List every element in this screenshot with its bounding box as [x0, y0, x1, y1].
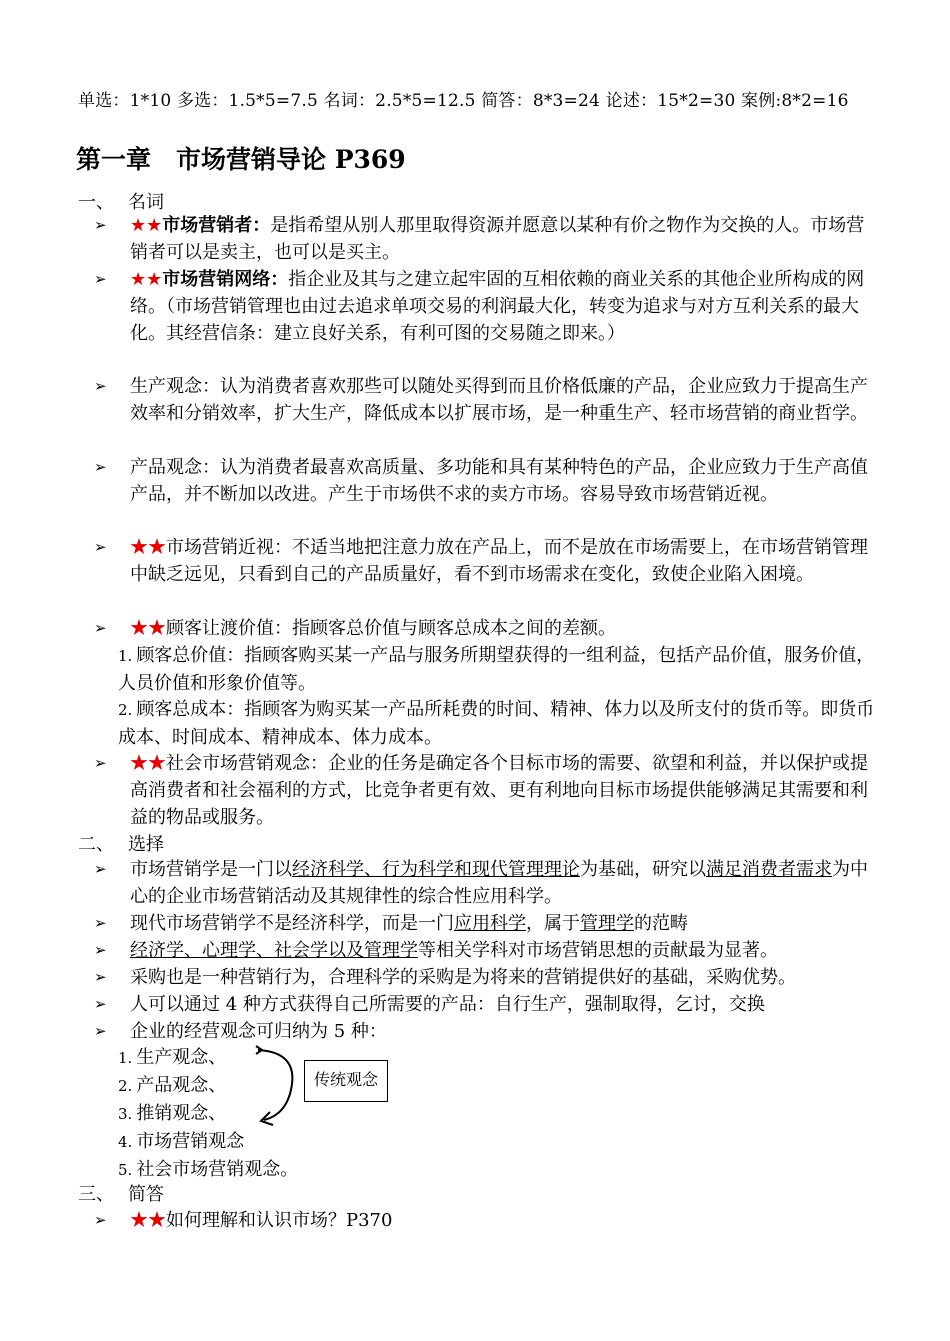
list-number: 2.	[118, 701, 133, 719]
term-definition: 是指希望从别人那里取得资源并愿意以某种有价之物作为交换的人。市场营销者可以是卖主，也可以是买主。	[130, 215, 865, 263]
section-heading-choices	[78, 830, 164, 856]
text-run: 等相关学科对市场营销思想的贡献最为显著。	[418, 940, 778, 961]
bullet-arrow-icon: ➢	[94, 1211, 107, 1229]
list-number: 4.	[118, 1133, 133, 1151]
section-number: 三、	[78, 1184, 114, 1205]
question-text: 如何理解和认识市场？P370	[166, 1210, 393, 1231]
sub-item-text: 顾客总价值：指顾客购买某一产品与服务所期望获得的一组利益，包括产品价值，服务价值，人员价值和形象价值等。	[118, 645, 875, 694]
bullet-arrow-icon: ➢	[94, 860, 107, 878]
term-label: 市场营销者：	[162, 215, 271, 236]
choice-item-four-ways: 人可以通过 4 种方式获得自己所需要的产品：自行生产，强制取得，乞讨，交换	[130, 994, 765, 1015]
bullet-arrow-icon: ➢	[94, 270, 107, 288]
star-icon: ★★	[130, 1210, 166, 1231]
choice-item-five-concepts: 企业的经营观念可归纳为 5 种：	[130, 1021, 387, 1042]
star-icon: ★★	[130, 269, 163, 290]
star-icon: ★★	[130, 537, 166, 558]
bullet-arrow-icon: ➢	[94, 941, 107, 959]
bullet-arrow-icon: ➢	[94, 377, 107, 395]
choice-item-procurement: 采购也是一种营销行为，合理科学的采购是为将来的营销提供好的基础，采购优势。	[130, 967, 796, 988]
list-item-label: 产品观念、	[136, 1075, 227, 1096]
bullet-arrow-icon: ➢	[94, 619, 107, 637]
list-number: 5.	[118, 1161, 133, 1179]
star-icon: ★★	[130, 753, 166, 774]
list-item	[118, 1128, 298, 1156]
short-answer-question	[130, 1207, 878, 1234]
sub-item-total-customer-value	[118, 642, 892, 697]
choice-item-disciplines	[130, 937, 878, 964]
text-run: 为基础，研究以	[580, 859, 706, 880]
list-number: 1.	[118, 1049, 133, 1067]
list-number: 1.	[118, 647, 133, 665]
text-run: 现代市场营销学不是经济科学，而是一门	[130, 913, 454, 934]
term-marketer	[130, 212, 878, 266]
term-definition: 社会市场营销观念：企业的任务是确定各个目标市场的需要、欲望和利益，并以保护或提高消费者和社会福利的方式，比竞争者更有效、更有利地向目标市场提供能够满足其需要和利益的物品或服务。	[130, 753, 868, 828]
section-number: 二、	[78, 834, 114, 855]
list-item-label: 市场营销观念	[136, 1131, 245, 1152]
curved-arrow-icon	[248, 1044, 300, 1130]
chapter-title: 第一章 市场营销导论 P369	[76, 145, 406, 174]
sub-item-text: 顾客总成本：指顾客为购买某一产品所耗费的时间、精神、体力以及所支付的货币等。即货币成本、时间成本、精神成本、体力成本。	[118, 699, 875, 748]
underlined-text: 经济科学、行为科学和现代管理理论	[292, 859, 580, 880]
section-title: 选择	[128, 834, 164, 855]
choice-item-applied-science	[130, 910, 878, 937]
bullet-arrow-icon: ➢	[94, 216, 107, 234]
term-marketing-myopia	[130, 534, 878, 588]
list-number: 2.	[118, 1077, 133, 1095]
list-item-label: 推销观念、	[136, 1103, 227, 1124]
term-societal-marketing	[130, 750, 878, 831]
term-customer-delivered-value	[130, 615, 878, 642]
bullet-arrow-icon: ➢	[94, 968, 107, 986]
section-heading-short-answer	[78, 1180, 164, 1206]
traditional-concepts-box: 传统观念	[304, 1060, 388, 1102]
bullet-arrow-icon: ➢	[94, 538, 107, 556]
bullet-arrow-icon: ➢	[94, 995, 107, 1013]
term-marketing-network	[130, 266, 878, 347]
underlined-text: 满足消费者需求	[706, 859, 832, 880]
text-run: 为中心的企业市场营销活动及其规律性的综合性应用科学。	[130, 859, 868, 907]
section-heading-terms	[78, 188, 164, 214]
score-distribution: 单选：1*10 多选：1.5*5=7.5 名词：2.5*5=12.5 简答：8*3=24 论述：15*2=30 案例:8*2=16	[78, 91, 849, 111]
term-production-concept: 生产观念：认为消费者喜欢那些可以随处买得到而且价格低廉的产品，企业应致力于提高生产效率和分销效率，扩大生产，降低成本以扩展市场，是一种重生产、轻市场营销的商业哲学。	[130, 376, 868, 424]
list-item-label: 社会市场营销观念。	[136, 1159, 299, 1180]
sub-item-total-customer-cost	[118, 696, 892, 751]
section-number: 一、	[78, 192, 114, 213]
underlined-text: 应用科学	[454, 913, 526, 934]
choice-item-definition	[130, 856, 878, 910]
term-definition: 顾客让渡价值：指顾客总价值与顾客总成本之间的差额。	[166, 618, 616, 639]
term-definition: 指企业及其与之建立起牢固的互相依赖的商业关系的其他企业所构成的网络。（市场营销管理也由过去追求单项交易的利润最大化，转变为追求与对方互利关系的最大化。其经营信条：建立良好关系，有利可图的交易随之即来。）	[130, 269, 865, 344]
text-run: ，属于	[526, 913, 580, 934]
underlined-text: 管理学	[580, 913, 634, 934]
bullet-arrow-icon: ➢	[94, 754, 107, 772]
underlined-text: 经济学、心理学、社会学以及管理学	[130, 940, 418, 961]
star-icon: ★★	[130, 618, 166, 639]
list-number: 3.	[118, 1105, 133, 1123]
text-run: 的范畴	[634, 913, 688, 934]
star-icon: ★★	[130, 215, 163, 236]
section-title: 名词	[128, 192, 164, 213]
term-label: 市场营销网络：	[162, 269, 289, 290]
bullet-arrow-icon: ➢	[94, 458, 107, 476]
bullet-arrow-icon: ➢	[94, 1022, 107, 1040]
term-product-concept: 产品观念：认为消费者最喜欢高质量、多功能和具有某种特色的产品，企业应致力于生产高值产品，并不断加以改进。产生于市场供不求的卖方市场。容易导致市场营销近视。	[130, 457, 868, 505]
section-title: 简答	[128, 1184, 164, 1205]
list-item-label: 生产观念、	[136, 1047, 227, 1068]
term-definition: 市场营销近视：不适当地把注意力放在产品上，而不是放在市场需要上，在市场营销管理中缺乏远见，只看到自己的产品质量好，看不到市场需求在变化，致使企业陷入困境。	[130, 537, 868, 585]
text-run: 市场营销学是一门以	[130, 859, 292, 880]
bullet-arrow-icon: ➢	[94, 914, 107, 932]
